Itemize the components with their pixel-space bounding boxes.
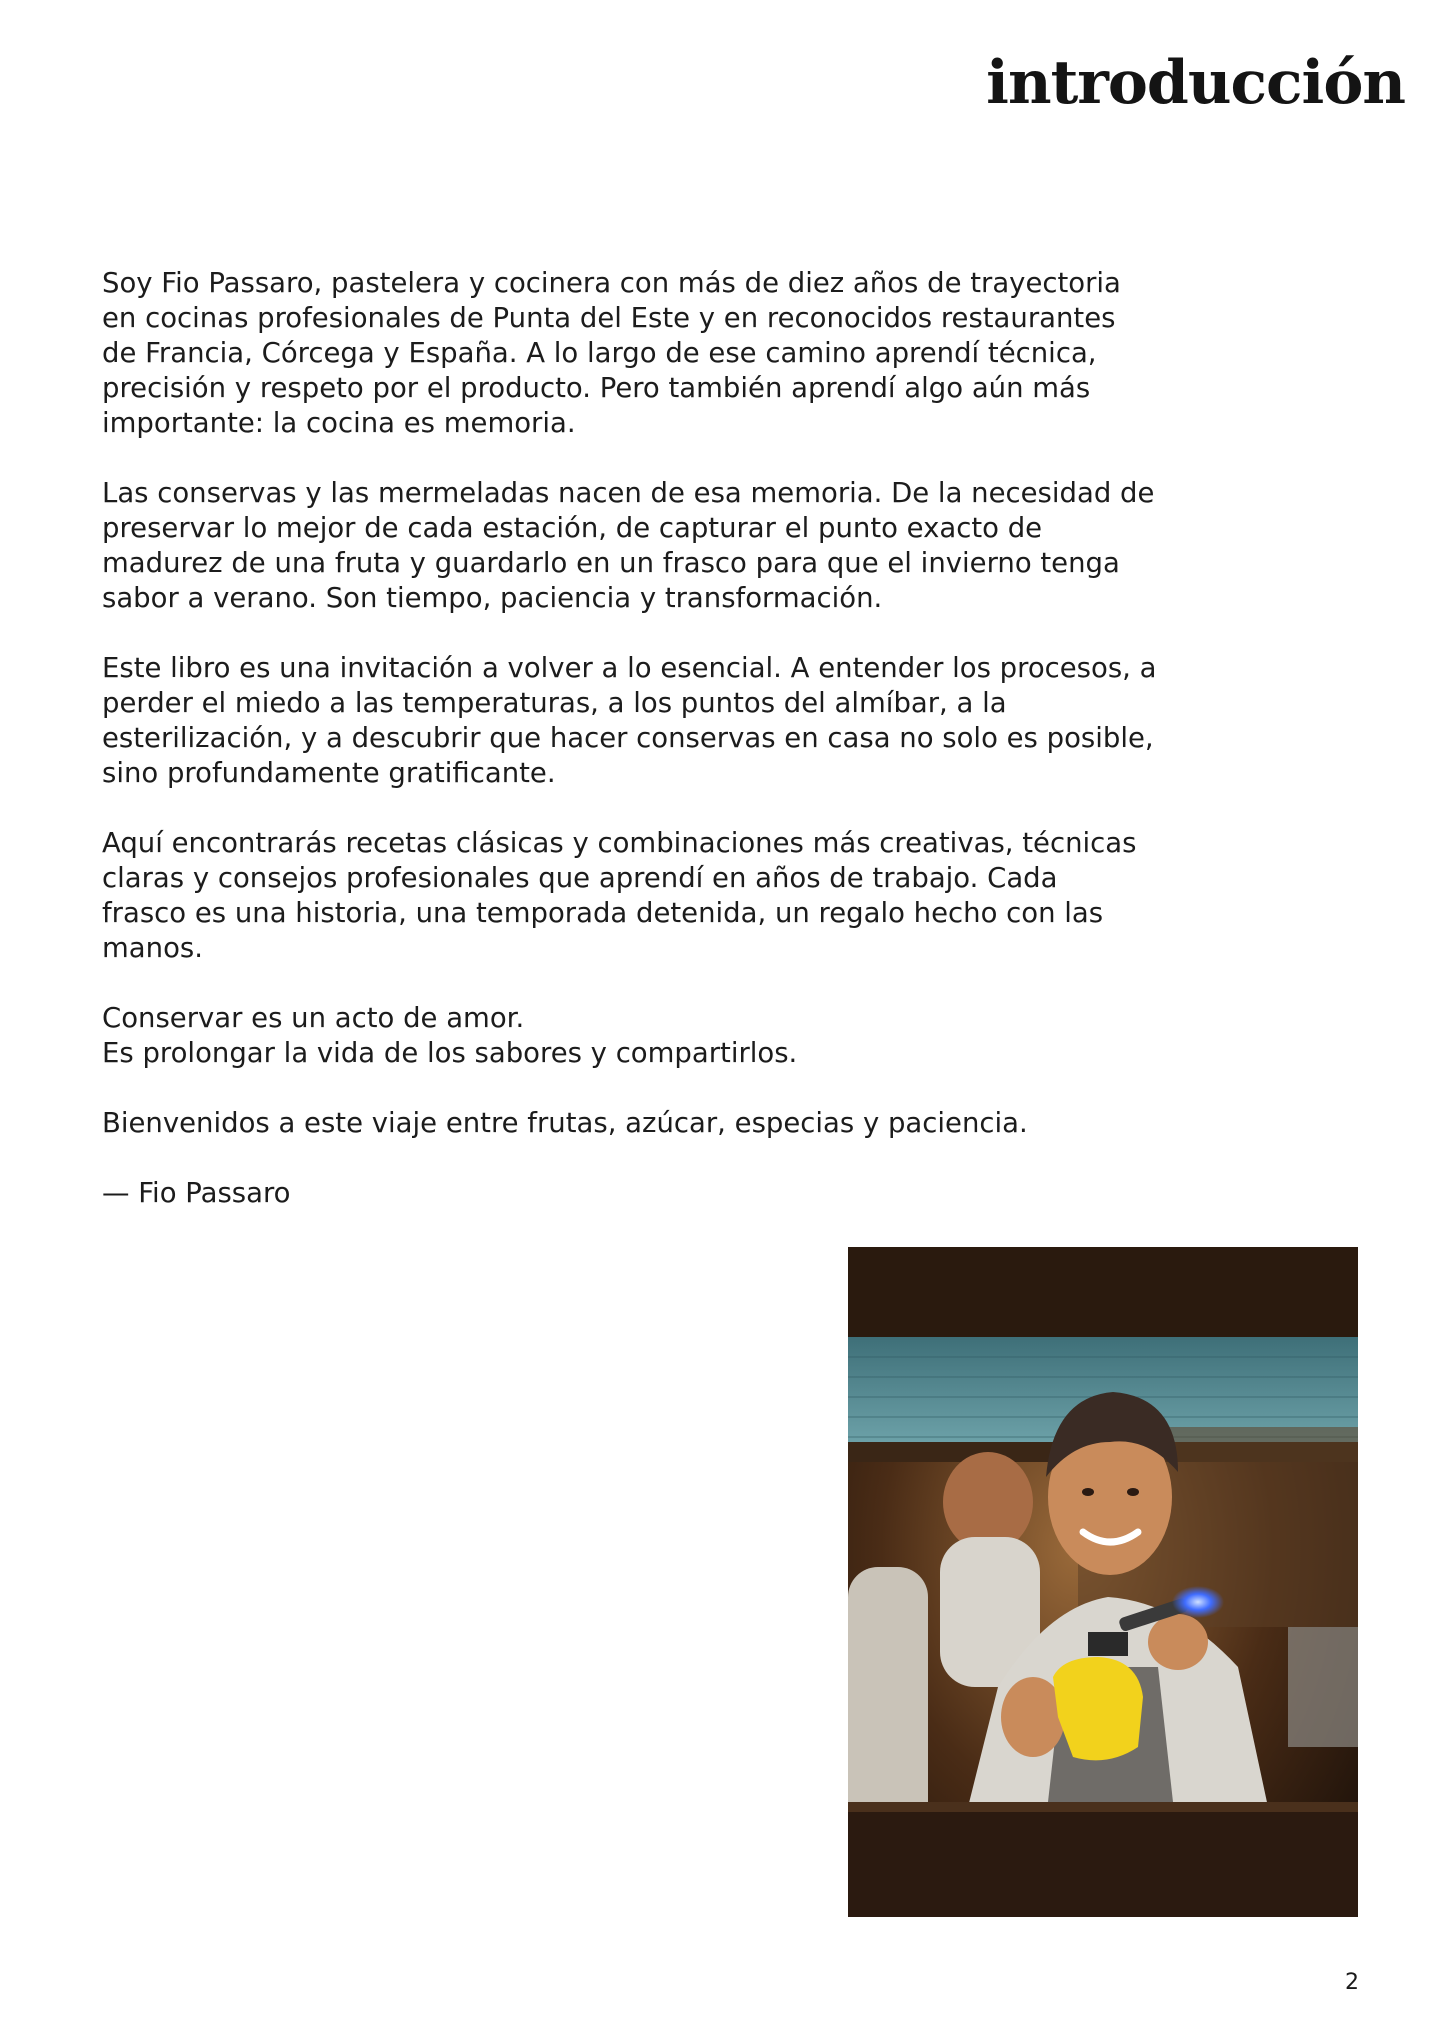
intro-paragraph-1: Soy Fio Passaro, pastelera y cocinera con más de diez años de trayectoria en cocinas profesionales de Punta del Este y en reconocidos restaurantes de Francia, Córcega y España. A lo largo de ese camino aprendí técnica, precisión y respeto por el producto. Pero también aprendí algo aún más importante: la cocina es memoria. xyxy=(102,267,1121,439)
intro-paragraph-4: Aquí encontrarás recetas clásicas y combinaciones más creativas, técnicas claras y consejos profesionales que aprendí en años de trabajo. Cada frasco es una historia, una temporada detenida, un regalo hecho con las manos. xyxy=(102,827,1137,964)
page-number: 2 xyxy=(1345,1970,1359,1995)
intro-paragraph-6: Bienvenidos a este viaje entre frutas, azúcar, especias y paciencia. xyxy=(102,1107,1028,1139)
intro-paragraph-5: Conservar es un acto de amor. Es prolongar la vida de los sabores y compartirlos. xyxy=(102,1002,798,1069)
author-signature: — Fio Passaro xyxy=(102,1177,291,1209)
intro-paragraph-2: Las conservas y las mermeladas nacen de esa memoria. De la necesidad de preservar lo mejor de cada estación, de capturar el punto exacto de madurez de una fruta y guardarlo en un frasco para que el invierno tenga sabor a verano. Son tiempo, paciencia y transformación. xyxy=(102,477,1155,614)
intro-paragraph-3: Este libro es una invitación a volver a lo esencial. A entender los procesos, a perder el miedo a las temperaturas, a los puntos del almíbar, a la esterilización, y a descubrir que hacer conservas en casa no solo es posible, sino profundamente gratificante. xyxy=(102,652,1157,789)
page-title: introducción xyxy=(986,48,1405,118)
body-text xyxy=(102,266,1242,1246)
chef-photo xyxy=(848,1247,1358,1917)
